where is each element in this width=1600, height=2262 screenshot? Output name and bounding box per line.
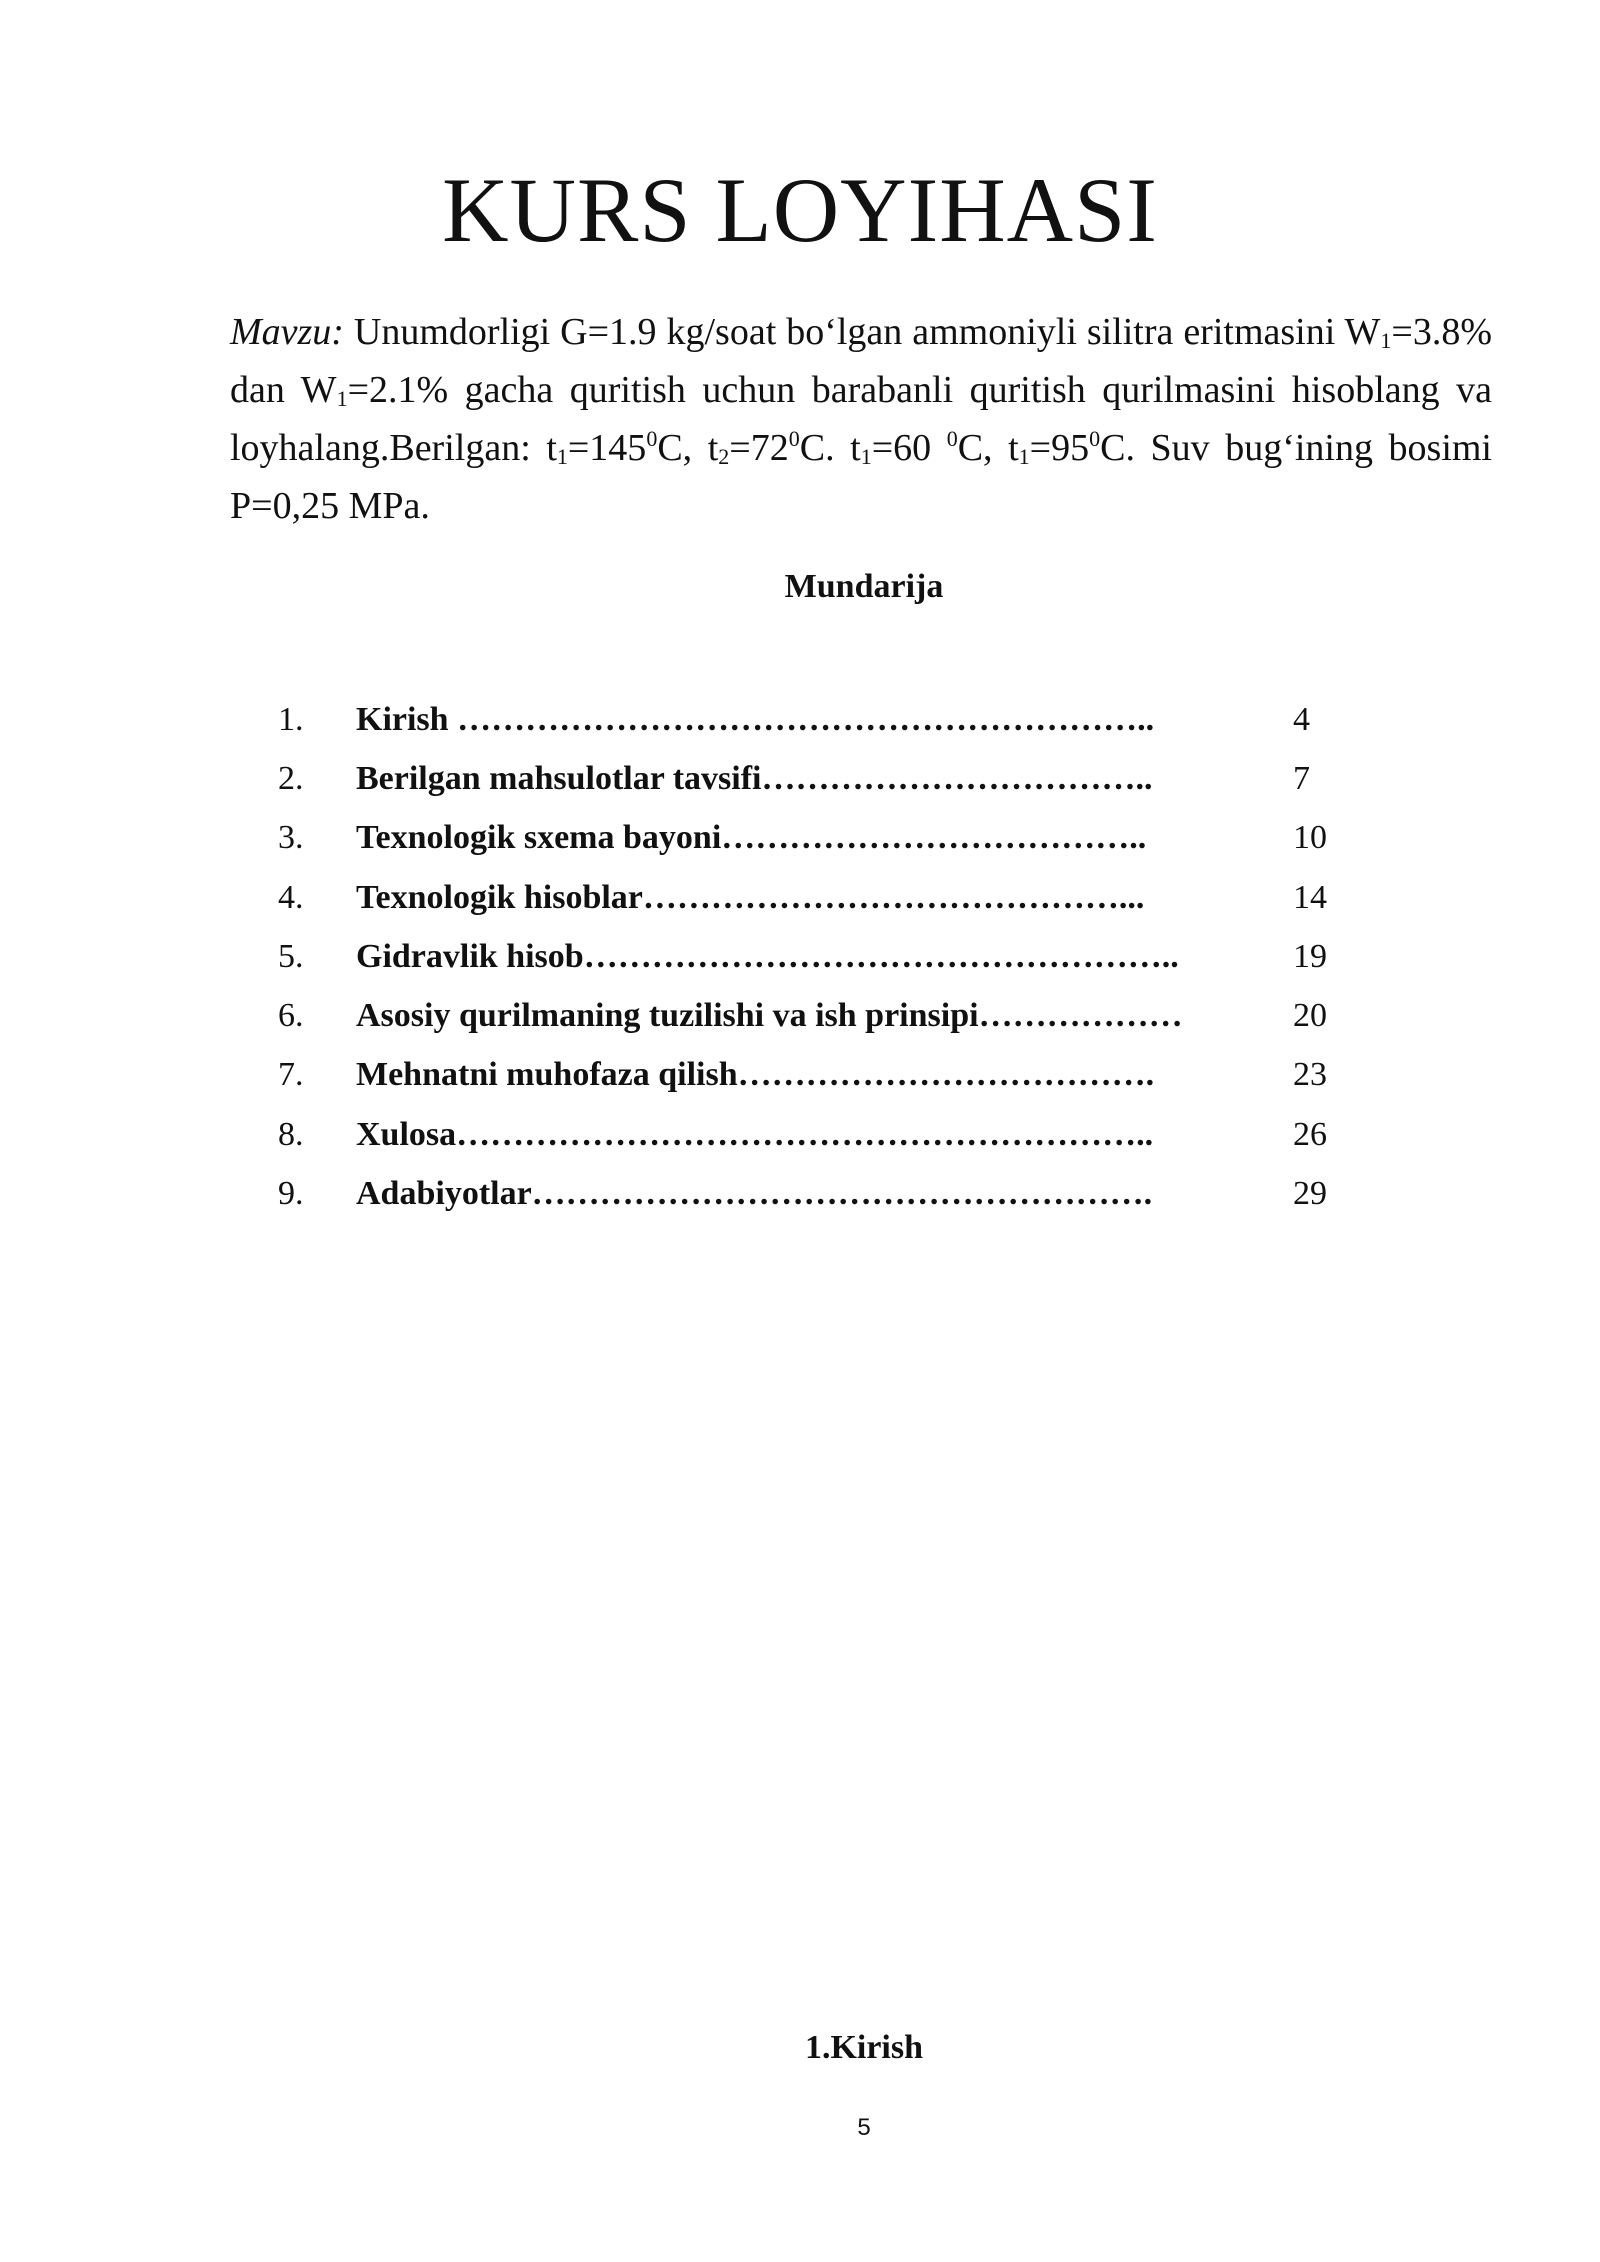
toc-entry-label: Asosiy qurilmaning tuzilishi va ish prinsipi……………… — [356, 997, 1183, 1035]
superscript: 0 — [788, 426, 800, 451]
toc-entry-label: Kirish …………………………………………………….. — [356, 700, 1155, 738]
topic-paragraph — [230, 303, 1492, 535]
toc-entry-page: 4 — [1293, 700, 1310, 738]
toc-entry-label: Adabiyotlar………………………………………………. — [356, 1175, 1153, 1213]
toc-entry — [278, 1046, 1378, 1105]
subscript: 2 — [718, 444, 730, 469]
subscript: 1 — [556, 444, 568, 469]
toc-entry-number: 4. — [278, 878, 304, 916]
topic-text-segment: C, t — [957, 427, 1019, 469]
toc-entry-number: 2. — [278, 759, 304, 797]
topic-text-segment: C. Suv bug‘ining bosimi P=0,25 MPa. — [230, 427, 1492, 527]
subscript: 1 — [1380, 328, 1392, 353]
toc-entry-label: Mehnatni muhofaza qilish………………………………. — [356, 1056, 1155, 1094]
subscript: 1 — [860, 444, 872, 469]
toc-entry — [278, 1164, 1378, 1223]
superscript: 0 — [946, 426, 958, 451]
topic-text-segment: =60 — [871, 427, 947, 469]
topic-text-segment: =2.1% gacha quritish uchun barabanli quritish qurilmasini hisoblang va loyhalang.Berilgan: t — [230, 369, 1492, 469]
toc-entry-page: 23 — [1293, 1056, 1327, 1094]
topic-text-segment: C, t — [657, 427, 719, 469]
toc-entry — [278, 986, 1378, 1045]
document-title: KURS LOYIHASI — [442, 159, 1158, 261]
toc-entry-number: 1. — [278, 700, 304, 738]
toc-entry — [278, 749, 1378, 808]
section-heading: 1.Kirish — [804, 2029, 924, 2066]
topic-text-segment: =95 — [1029, 427, 1090, 469]
toc-entry-number: 8. — [278, 1115, 304, 1153]
subscript: 1 — [336, 386, 348, 411]
toc-entry — [278, 690, 1378, 749]
toc-entry — [278, 927, 1378, 986]
page-number: 5 — [857, 2114, 871, 2141]
toc-entry-page: 19 — [1293, 937, 1327, 975]
topic-text-segment: C. t — [799, 427, 861, 469]
subscript: 1 — [1018, 444, 1030, 469]
topic-text-segment: =3.8% dan W — [230, 311, 1492, 411]
topic-text-segment: =145 — [567, 427, 647, 469]
toc-entry-label: Texnologik hisoblar……………………………………... — [356, 878, 1145, 916]
toc-entry-page: 20 — [1293, 997, 1327, 1035]
toc-entry-label: Gidravlik hisob…………………………………………….. — [356, 937, 1179, 975]
topic-text — [230, 311, 1492, 527]
superscript: 0 — [646, 426, 658, 451]
toc-entry-label: Berilgan mahsulotlar tavsifi…………………………….. — [356, 759, 1153, 797]
toc-entry-number: 7. — [278, 1056, 304, 1094]
toc-entry-number: 6. — [278, 997, 304, 1035]
toc-entry-number: 3. — [278, 819, 304, 857]
toc-entry-number: 9. — [278, 1175, 304, 1213]
toc-entry-page: 14 — [1293, 878, 1327, 916]
topic-label: Mavzu: — [230, 311, 344, 353]
toc-entry-label: Texnologik sxema bayoni……………………………….. — [356, 819, 1147, 857]
toc-entry-page: 10 — [1293, 819, 1327, 857]
toc-heading: Mundarija — [784, 568, 944, 605]
toc-entry-label: Xulosa…………………………………………………….. — [356, 1115, 1154, 1153]
toc-entry — [278, 809, 1378, 868]
toc-entry-page: 26 — [1293, 1115, 1327, 1153]
toc-entry-number: 5. — [278, 937, 304, 975]
superscript: 0 — [1089, 426, 1101, 451]
topic-text-segment: Unumdorligi G=1.9 kg/soat bo‘lgan ammoniyli silitra eritmasini W — [343, 311, 1381, 353]
toc-entry — [278, 1105, 1378, 1164]
toc-entry-page: 29 — [1293, 1175, 1327, 1213]
toc-entry — [278, 868, 1378, 927]
toc-entry-page: 7 — [1293, 759, 1310, 797]
topic-text-segment: =72 — [729, 427, 789, 469]
table-of-contents — [278, 690, 1378, 1224]
